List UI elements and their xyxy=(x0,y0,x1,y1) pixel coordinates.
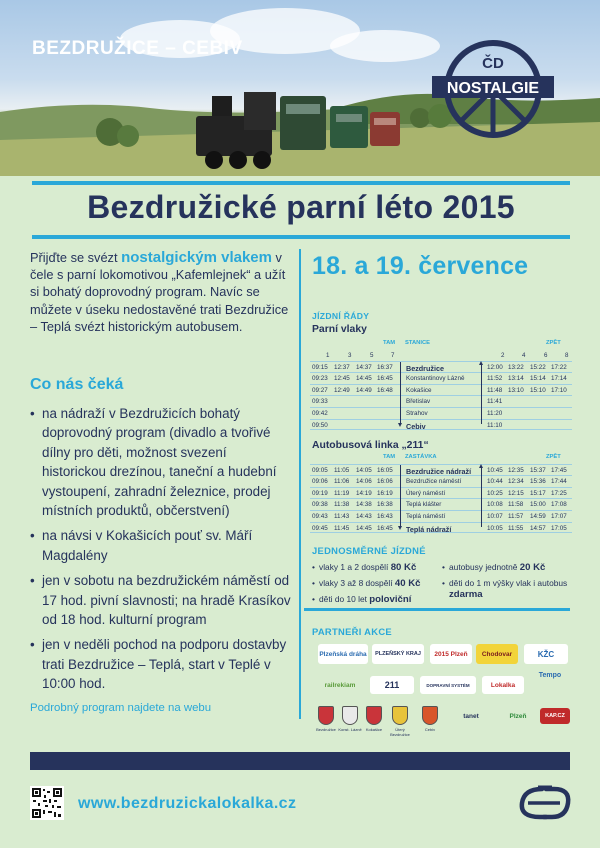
departure-time: 09:43 xyxy=(312,512,328,520)
return-time: 11:57 xyxy=(508,512,524,520)
intro-text-b: v čele s parní lokomotivou „Kafemlejnek“ a užít si bohatý doprovodný program. Navíc se můžete v úseku nedostavěné trati Bezdružice – Teplá svézt historickým autobusem. xyxy=(30,250,289,334)
return-time: 17:14 xyxy=(551,375,567,383)
fare-price: 80 Kč xyxy=(390,562,417,573)
col-stop: ZASTÁVKA xyxy=(405,454,437,460)
down-arrow-icon xyxy=(400,465,401,527)
partner-logo-plzen-2015: 2015 Plzeň xyxy=(430,644,472,664)
departure-time: 09:33 xyxy=(312,398,328,406)
train-number: 2 xyxy=(501,351,505,359)
header-photo xyxy=(0,0,600,176)
return-time: 11:20 xyxy=(487,409,503,417)
program-item: • na nádraží v Bezdružicích bohatý doprovodný program (divadlo a tvořivé dílny pro děti, možnost svezení historickou drezínou, taneční a hudební vystoupení, zahradní železnice, prodej místních produktů, občerstvení) xyxy=(30,404,292,520)
departure-time: 16:45 xyxy=(377,524,393,532)
departure-time: 14:45 xyxy=(356,524,372,532)
departure-time: 14:49 xyxy=(356,386,372,394)
departure-time: 11:38 xyxy=(334,501,350,509)
fares-label: JEDNOSMĚRNÉ JÍZDNÉ xyxy=(312,545,426,556)
return-time: 15:37 xyxy=(530,466,546,474)
partner-logo-plzenska-draha: Plzeňská dráha xyxy=(318,644,368,664)
return-time: 12:15 xyxy=(508,489,524,497)
station-name: Teplá nádraží xyxy=(406,524,452,534)
crest-caption: Konst. Lázně xyxy=(338,727,362,732)
fare-price: 20 Kč xyxy=(519,562,546,573)
station-name: Kokašice xyxy=(406,386,432,394)
departure-time: 09:50 xyxy=(312,421,328,429)
timetable-row xyxy=(310,395,572,407)
program-heading: Co nás čeká xyxy=(30,376,124,393)
return-time: 14:59 xyxy=(530,512,546,520)
return-time: 17:45 xyxy=(551,466,567,474)
return-time: 17:25 xyxy=(551,489,567,497)
departure-time: 12:37 xyxy=(334,363,350,371)
return-time: 12:00 xyxy=(487,363,503,371)
return-time: 17:44 xyxy=(551,478,567,486)
departure-time: 09:42 xyxy=(312,409,328,417)
timetable-label: JÍZDNÍ ŘÁDY xyxy=(312,311,370,321)
departure-time: 16:19 xyxy=(377,489,393,497)
return-time: 11:58 xyxy=(508,501,524,509)
program-item: • na návsi v Kokašicích pouť sv. Máří Magdalény xyxy=(30,526,292,565)
crest-caption: Úterý Bezdružice xyxy=(390,727,410,737)
col-zpet: ZPĚT xyxy=(546,340,561,346)
return-time: 10:25 xyxy=(487,489,503,497)
partners-label: PARTNEŘI AKCE xyxy=(312,626,392,637)
departure-time: 14:45 xyxy=(356,375,372,383)
return-time: 15:36 xyxy=(530,478,546,486)
departure-time: 16:45 xyxy=(377,375,393,383)
return-time: 11:48 xyxy=(487,386,503,394)
train-number: 4 xyxy=(522,351,526,359)
train-number: 6 xyxy=(544,351,548,359)
intro-text-a: Přijďte se svézt xyxy=(30,250,122,265)
bus-timetable xyxy=(310,452,572,533)
route-title: BEZDRUŽICE – CEBIV xyxy=(32,38,243,59)
footer-bar xyxy=(30,752,570,770)
event-date: 18. a 19. července xyxy=(312,252,529,280)
train-number: 7 xyxy=(391,351,395,359)
crest-kokasice-icon xyxy=(366,706,382,725)
train-rows xyxy=(310,361,572,431)
bus-table-header xyxy=(310,452,572,464)
train-table-header xyxy=(310,338,572,350)
crest-caption: Bezdružice xyxy=(316,727,336,732)
fare-price: zdarma xyxy=(449,588,483,600)
return-time: 13:10 xyxy=(508,386,524,394)
return-time: 15:10 xyxy=(530,386,546,394)
partner-logo-tanet: tanet xyxy=(463,712,479,720)
fare-text: děti do 1 m výšky vlak i autobus xyxy=(449,578,568,589)
title-bottom-rule xyxy=(32,235,570,239)
station-name: Strahov xyxy=(406,409,428,417)
departure-time: 12:45 xyxy=(334,375,350,383)
partners-top-rule xyxy=(304,608,570,611)
timetable-row xyxy=(310,361,572,373)
train-number: 1 xyxy=(326,351,330,359)
buses-title: Autobusová linka „211“ xyxy=(312,440,429,451)
train-number: 5 xyxy=(370,351,374,359)
departure-time: 09:15 xyxy=(312,363,328,371)
return-time: 14:57 xyxy=(530,524,546,532)
return-time: 15:14 xyxy=(530,375,546,383)
program-item: • jen v sobotu na bezdružickém náměstí od 17 hod. pivní slavnosti; na hradě Krasíkov od 18 hod. kulturní program xyxy=(30,571,292,629)
station-name: Cebiv xyxy=(406,421,426,431)
fare-text: vlaky 3 až 8 dospělí xyxy=(319,578,395,589)
return-time: 13:22 xyxy=(508,363,524,371)
departure-time: 09:19 xyxy=(312,489,328,497)
crest-konstantinovy-lazne-icon xyxy=(342,706,358,725)
crest-utery-icon xyxy=(392,706,408,725)
page-title: Bezdružické parní léto 2015 xyxy=(87,189,515,225)
departure-time: 14:19 xyxy=(356,489,372,497)
trains-title: Parní vlaky xyxy=(312,324,367,335)
departure-time: 14:05 xyxy=(356,466,372,474)
return-time: 11:41 xyxy=(487,398,503,406)
return-time: 17:05 xyxy=(551,524,567,532)
fare-item xyxy=(312,578,440,590)
return-time: 17:07 xyxy=(551,512,567,520)
departure-time: 11:43 xyxy=(334,512,350,520)
fare-item xyxy=(312,594,440,606)
departure-time: 16:38 xyxy=(377,501,393,509)
station-name: Konstantinovy Lázně xyxy=(406,375,465,383)
website-link[interactable]: www.bezdruzickalokalka.cz xyxy=(78,795,297,812)
station-name: Teplá náměstí xyxy=(406,512,446,520)
program-item: • jen v neděli pochod na podporu dostavby trati Bezdružice – Teplá, start v Teplé v 10:00 hod. xyxy=(30,635,292,693)
crest-caption: Kokašice xyxy=(365,727,383,732)
fare-text: děti do 10 let xyxy=(319,594,370,605)
fare-price: 40 Kč xyxy=(394,578,421,590)
column-divider xyxy=(299,249,301,719)
return-time: 10:45 xyxy=(487,466,503,474)
partner-logo-lokalka: Lokalka xyxy=(482,676,524,694)
timetable-row xyxy=(310,372,572,384)
departure-time: 11:45 xyxy=(334,524,350,532)
station-name: Bezdružice nádraží xyxy=(406,466,472,476)
bus-rows xyxy=(310,464,572,534)
return-time: 10:05 xyxy=(487,524,503,532)
return-time: 17:10 xyxy=(551,386,567,394)
departure-time: 16:05 xyxy=(377,466,393,474)
train-timetable xyxy=(310,338,572,430)
return-time: 15:00 xyxy=(530,501,546,509)
return-time: 15:17 xyxy=(530,489,546,497)
departure-time: 16:48 xyxy=(377,386,393,394)
program-list xyxy=(30,404,292,700)
departure-time: 16:43 xyxy=(377,512,393,520)
departure-time: 14:06 xyxy=(356,478,372,486)
return-time: 11:55 xyxy=(508,524,524,532)
fare-price: poloviční xyxy=(369,594,412,606)
partner-logo-kap: KAP.CZ xyxy=(540,708,570,724)
logo-cd-text: ČD xyxy=(482,55,504,72)
logo-nostalgie-text: NOSTALGIE xyxy=(446,80,540,97)
partner-logo-211: 211 xyxy=(370,676,414,694)
down-arrow-icon xyxy=(400,362,401,424)
timetable-row xyxy=(310,407,572,419)
departure-time: 12:49 xyxy=(334,386,350,394)
departure-time: 16:06 xyxy=(377,478,393,486)
return-time: 11:10 xyxy=(487,421,503,429)
partner-logo-plzen: Plzeň xyxy=(509,712,527,720)
cd-logo-icon xyxy=(516,783,572,823)
fare-item xyxy=(312,562,440,574)
title-top-rule xyxy=(32,181,570,185)
station-name: Bezdružice xyxy=(406,363,444,373)
return-time: 17:08 xyxy=(551,501,567,509)
return-time: 11:52 xyxy=(487,375,503,383)
timetable-row xyxy=(310,464,572,476)
train-number: 8 xyxy=(565,351,569,359)
return-time: 13:14 xyxy=(508,375,524,383)
return-time: 12:35 xyxy=(508,466,524,474)
departure-time: 09:06 xyxy=(312,478,328,486)
partner-logo-kzc: KŽC xyxy=(524,644,568,664)
station-name: Břetislav xyxy=(406,398,431,406)
partner-logo-tempo: Tempo xyxy=(538,672,562,679)
departure-time: 09:23 xyxy=(312,375,328,383)
return-time: 12:34 xyxy=(508,478,524,486)
intro-paragraph xyxy=(30,249,292,335)
timetable-row xyxy=(310,475,572,487)
partner-logo-dopravni-system: DOPRAVNÍ SYSTÉM xyxy=(420,676,476,694)
fares-right xyxy=(442,562,570,605)
intro-highlight: nostalgickým vlakem xyxy=(121,249,272,266)
cd-nostalgie-logo xyxy=(432,40,554,138)
departure-time: 16:37 xyxy=(377,363,393,371)
departure-time: 09:38 xyxy=(312,501,328,509)
station-name: Teplá klášter xyxy=(406,501,442,509)
qr-code-icon xyxy=(30,786,64,820)
departure-time: 14:37 xyxy=(356,363,372,371)
fare-item xyxy=(442,562,570,574)
station-name: Úterý náměstí xyxy=(406,489,446,497)
partner-logo-chodovar: Chodovar xyxy=(476,644,518,664)
crest-bezdruzice-icon xyxy=(318,706,334,725)
fare-item xyxy=(442,578,570,600)
col-zpet: ZPĚT xyxy=(546,454,561,460)
return-time: 10:07 xyxy=(487,512,503,520)
departure-time: 09:27 xyxy=(312,386,328,394)
partner-logo-plzensky-kraj: PLZEŇSKÝ KRAJ xyxy=(372,644,424,664)
departure-time: 09:05 xyxy=(312,466,328,474)
up-arrow-icon xyxy=(481,364,482,424)
departure-time: 11:19 xyxy=(334,489,350,497)
timetable-row xyxy=(310,510,572,522)
up-arrow-icon xyxy=(481,467,482,527)
web-note: Podrobný program najdete na webu xyxy=(30,702,212,714)
timetable-row xyxy=(310,384,572,396)
departure-time: 09:45 xyxy=(312,524,328,532)
departure-time: 11:06 xyxy=(334,478,350,486)
return-time: 17:22 xyxy=(551,363,567,371)
fares-left xyxy=(312,562,440,610)
departure-time: 14:43 xyxy=(356,512,372,520)
station-name: Bezdružice náměstí xyxy=(406,478,462,486)
timetable-row xyxy=(310,419,572,431)
train-number: 3 xyxy=(348,351,352,359)
return-time: 10:44 xyxy=(487,478,503,486)
partner-logo-railreklam: railrekiam xyxy=(324,681,356,689)
fare-text: vlaky 1 a 2 dospělí xyxy=(319,562,391,572)
col-tam: TAM xyxy=(383,340,396,346)
crest-cebiv-icon xyxy=(422,706,438,725)
departure-time: 14:38 xyxy=(356,501,372,509)
train-number-row xyxy=(310,350,572,361)
return-time: 15:22 xyxy=(530,363,546,371)
timetable-row xyxy=(310,498,572,510)
timetable-row xyxy=(310,487,572,499)
return-time: 10:08 xyxy=(487,501,503,509)
col-station: STANICE xyxy=(405,340,431,346)
col-tam: TAM xyxy=(383,454,396,460)
timetable-row xyxy=(310,522,572,534)
departure-time: 11:05 xyxy=(334,466,350,474)
crest-caption: Cebiv xyxy=(424,727,436,732)
fare-text: autobusy jednotně xyxy=(449,562,520,572)
